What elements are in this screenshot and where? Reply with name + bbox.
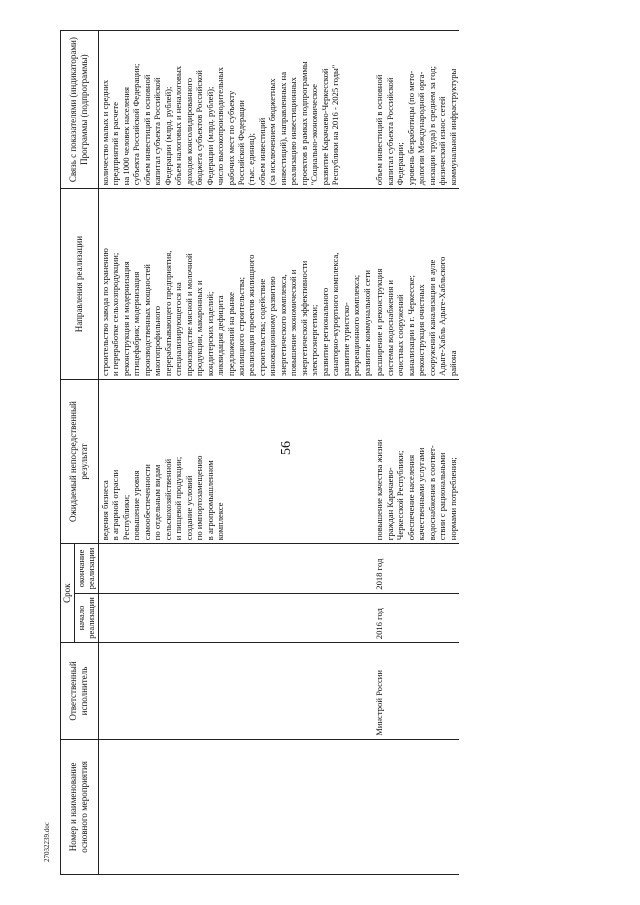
cell-end: 2018 год — [373, 544, 459, 594]
cell-result: ведения бизнеса в аграрной отрасли Республики; повышение уровня самообеспеченности по отдельным видам сельскохозяйственной и пищевой продукции; создание условий по импортозамещению в агропромышленном комплексе — [98, 379, 373, 543]
cell-number — [98, 739, 373, 874]
cell-end — [98, 544, 373, 594]
table-row — [373, 31, 459, 875]
document-id: 27032239.doc — [43, 822, 51, 862]
header-number-name: Номер и наименование основного мероприятия — [61, 739, 99, 874]
measures-table — [60, 30, 459, 875]
cell-indicators-link: количество малых и средних предприятий в расчете на 1000 человек населения субъекта Российской Федерации; объем инвестиций в основной капитал субъекта Российской Федерации (млрд. рублей); объем налоговых и неналоговых доходов консолидированного бюджета субъектов Российской Федерации (млрд. рублей); число высокопроизводительных рабочих мест по субъекту Российской Федерации (тыс. единиц); объем инвестиций (за исключением бюджетных инвестиций), направленных на реализацию инвестиционных проектов в рамках подпрограммы "Социально-экономическое развитие Карачаево-Черкесской Республики на 2016 - 2025 годы" — [98, 31, 373, 189]
header-result: Ожидаемый непосредственный результат — [61, 379, 99, 543]
rotated-table-sheet — [60, 30, 585, 875]
header-term: Срок — [61, 544, 75, 643]
cell-start — [98, 593, 373, 643]
cell-result: повышение качества жизни граждан Карачаево- Черкесской Республики; обеспечение населения качественными услугами водоснабжения в соответ- ствии с рациональными нормами потребления; — [373, 379, 459, 543]
cell-directions: строительство завода по хранению и переработке сельхозпродукции; реконструкция и модернизация птицефабрик; модернизация производственных мощностей многопрофильного перерабатывающего предприятия, специализирующегося на производстве мясной и молочной продукции, макаронных и кондитерских изделий; ликвидация дефицита предложений на рынке жилищного строительства; реализация проектов жилищного строительства; содействие инновационному развитию энергетического комплекса, повышение экономической и энергетической эффективности электроэнергетики; развитие регионального санаторно-курортного комплекса, развитие туристско- рекреационного комплекса; развитие коммунальной сети — [98, 189, 373, 380]
header-executor: Ответственный исполнитель — [61, 643, 99, 740]
cell-number — [373, 739, 459, 874]
header-indicators-link: Связь с показателями (индикаторами) Программы (подпрограммы) — [61, 31, 99, 189]
header-end: окончание реализации — [74, 544, 98, 594]
cell-start: 2016 год — [373, 593, 459, 643]
cell-executor — [98, 643, 373, 740]
page-number: 56 — [279, 441, 294, 455]
cell-directions: расширение и реконструкция системы водоснабжения и очистных сооружений канализации в г. Черкесске; реконструкция очистных сооружений канализации в ауле Адыге-Хабль Адыге-Хабльского района — [373, 189, 459, 380]
header-directions: Направления реализации — [61, 189, 99, 380]
cell-indicators-link: объем инвестиций в основной капитал субъекта Российской Федерации; уровень безработицы (по мето- дологии Международной орга- низации труда) в среднем за год; физический износ сетей коммунальной инфраструктуры — [373, 31, 459, 189]
cell-executor: Минстрой России — [373, 643, 459, 740]
table-row — [98, 31, 373, 875]
header-start: начало реализации — [74, 593, 98, 643]
